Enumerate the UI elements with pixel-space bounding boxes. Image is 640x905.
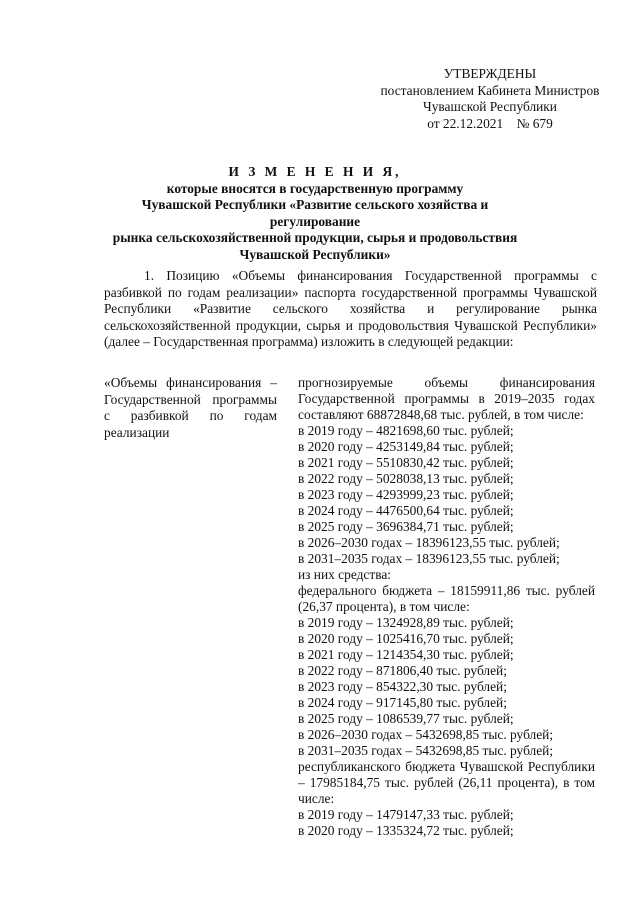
- list-item: в 2019 году – 1324928,89 тыс. рублей;: [298, 615, 514, 630]
- title-heading: И З М Е Н Е Н И Я,: [228, 164, 402, 179]
- title-line-1: которые вносятся в государственную программу: [166, 180, 464, 196]
- total-funding-list: [298, 423, 595, 583]
- list-item: в 2024 году – 917145,80 тыс. рублей;: [298, 695, 507, 710]
- list-item: в 2026–2030 годах – 5432698,85 тыс. рублей;: [298, 727, 554, 742]
- federal-budget-list: [298, 615, 595, 759]
- list-item: из них средства:: [298, 567, 392, 582]
- approval-republic: Чувашской Республики: [423, 99, 557, 114]
- list-item: в 2025 году – 3696384,71 тыс. рублей;: [298, 519, 514, 534]
- list-item: в 2023 году – 4293999,23 тыс. рублей;: [298, 487, 514, 502]
- list-item: в 2021 году – 5510830,42 тыс. рублей;: [298, 455, 514, 470]
- list-item: в 2019 году – 1479147,33 тыс. рублей;: [298, 807, 514, 822]
- republic-budget-paragraph: республиканского бюджета Чувашской Республики – 17985184,75 тыс. рублей (26,11 процента), в том числе:: [298, 759, 595, 806]
- list-item: в 2019 году – 4821698,60 тыс. рублей;: [298, 423, 514, 438]
- list-item: в 2031–2035 годах – 18396123,55 тыс. рублей;: [298, 551, 560, 566]
- list-item: в 2020 году – 1335324,72 тыс. рублей;: [298, 823, 514, 838]
- approval-stamp: [360, 66, 620, 132]
- list-item: в 2021 году – 1214354,30 тыс. рублей;: [298, 647, 514, 662]
- list-item: в 2031–2035 годах – 5432698,85 тыс. рублей;: [298, 743, 554, 758]
- approval-resolution: постановлением Кабинета Министров: [380, 82, 600, 98]
- list-item: в 2024 году – 4476500,64 тыс. рублей;: [298, 503, 514, 518]
- intro-paragraph: 1. Позицию «Объемы финансирования Государственной программы с разбивкой по годам реализации» паспорта государственной программы Чувашской Республики «Развитие сельского хозяйства и регулирование рынка сельскохозяйственной продукции, сырья и продовольствия Чувашской Республики» (далее – Государственная программа) изложить в следующей редакции:: [104, 268, 597, 349]
- list-item: в 2022 году – 871806,40 тыс. рублей;: [298, 663, 507, 678]
- approval-date-number: от 22.12.2021 № 679: [427, 115, 553, 131]
- list-item: в 2020 году – 4253149,84 тыс. рублей;: [298, 439, 514, 454]
- total-funding-paragraph: прогнозируемые объемы финансирования Государственной программы в 2019–2035 годах составляют 68872848,68 тыс. рублей, в том числе:: [298, 375, 595, 422]
- funding-description: [298, 375, 595, 839]
- document-title: [100, 164, 530, 263]
- republic-budget-list: [298, 807, 595, 839]
- title-line-3: рынка сельскохозяйственной продукции, сырья и продовольствия: [112, 230, 518, 245]
- position-label: «Объемы финансирования – Государственной программы с разбивкой по годам реализации: [104, 375, 277, 440]
- list-item: в 2023 году – 854322,30 тыс. рублей;: [298, 679, 507, 694]
- approval-heading: УТВЕРЖДЕНЫ: [443, 66, 537, 81]
- list-item: в 2020 году – 1025416,70 тыс. рублей;: [298, 631, 514, 646]
- title-line-2: Чувашской Республики «Развитие сельского хозяйства и регулирование: [141, 197, 489, 229]
- title-line-4: Чувашской Республики»: [239, 246, 391, 262]
- federal-budget-paragraph: федерального бюджета – 18159911,86 тыс. рублей (26,37 процента), в том числе:: [298, 583, 595, 614]
- list-item: в 2022 году – 5028038,13 тыс. рублей;: [298, 471, 514, 486]
- list-item: в 2025 году – 1086539,77 тыс. рублей;: [298, 711, 514, 726]
- list-item: в 2026–2030 годах – 18396123,55 тыс. рублей;: [298, 535, 560, 550]
- intro-section: [104, 268, 597, 351]
